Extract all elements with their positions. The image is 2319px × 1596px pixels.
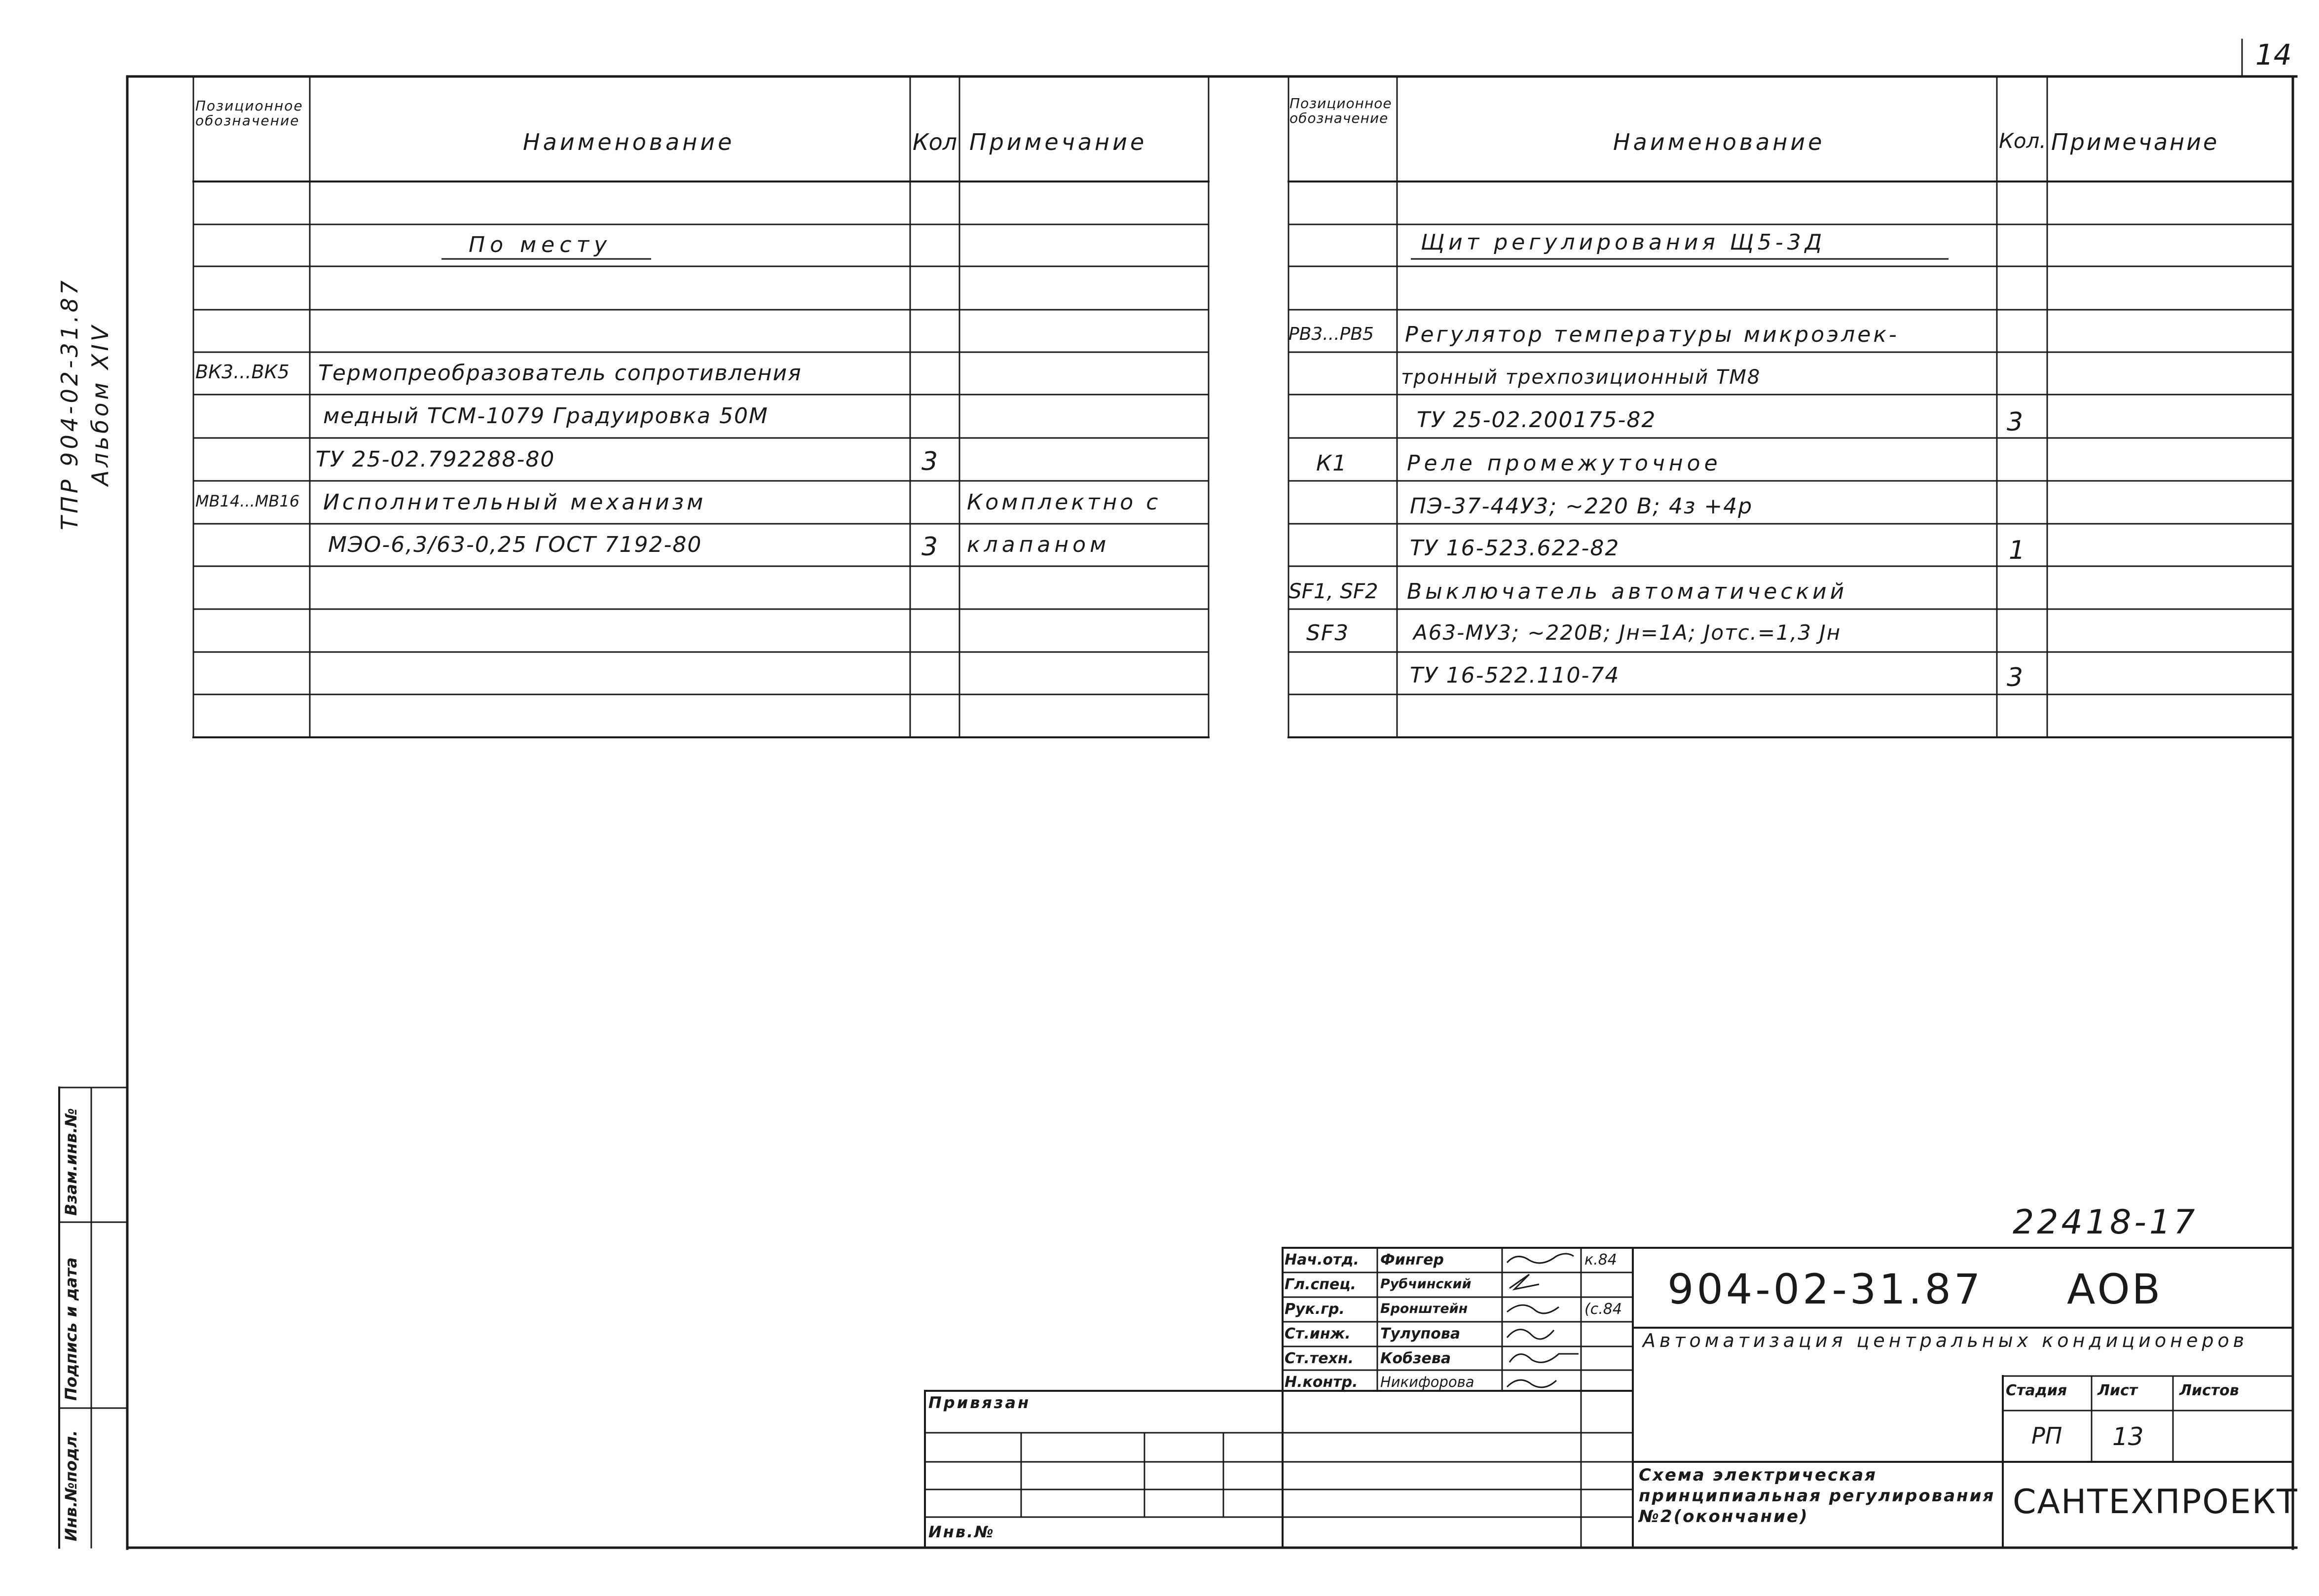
- sheet-label: Лист: [2098, 1382, 2138, 1399]
- project-title: Автоматизация центральных кондиционеров: [1643, 1330, 2248, 1351]
- signer-role-2: Гл.спец.: [1285, 1276, 1356, 1293]
- side-stamp-signature: Подпись и дата: [62, 1257, 80, 1401]
- left-row-1-pos: ВК3...ВК5: [195, 361, 290, 383]
- left-header-name: Наименование: [523, 129, 735, 155]
- right-row-3-name: ТУ 25-02.200175-82: [1417, 407, 1656, 433]
- right-header-name: Наименование: [1613, 129, 1825, 155]
- right-row-4-pos: К1: [1316, 451, 1348, 476]
- left-row-4-note: Комплектно с: [967, 490, 1161, 515]
- signer-name-5: Кобзева: [1380, 1350, 1451, 1367]
- side-label-code: ТПР 904-02-31.87: [56, 277, 83, 530]
- signer-role-4: Ст.инж.: [1285, 1325, 1351, 1342]
- right-row-3-qty: 3: [2007, 407, 2025, 437]
- signer-role-3: Рук.гр.: [1285, 1301, 1345, 1318]
- doc-mark: АОВ: [2067, 1265, 2163, 1313]
- handwritten-number: 22418-17: [2013, 1203, 2198, 1242]
- signer-name-1: Фингер: [1380, 1251, 1444, 1269]
- side-stamp-replace: Взам.инв.№: [62, 1108, 80, 1216]
- right-header-qty: Кол.: [1999, 129, 2046, 153]
- left-row-5-qty: 3: [921, 532, 939, 562]
- side-label-album: Альбом XIV: [87, 323, 113, 486]
- right-row-4-name: Реле промежуточное: [1407, 451, 1722, 476]
- right-row-8-pos: SF3: [1306, 620, 1350, 646]
- right-row-9-qty: 3: [2007, 663, 2025, 692]
- drawing-title: Схема электрическая принципиальная регулирования №2(окончание): [1639, 1465, 1995, 1526]
- side-stamp-inv: Инв.№подл.: [62, 1430, 80, 1541]
- signer-name-2: Рубчинский: [1380, 1276, 1472, 1292]
- right-row-7-pos: SF1, SF2: [1288, 579, 1378, 603]
- right-row-1-pos: РВ3...РВ5: [1288, 324, 1374, 344]
- right-row-8-name: А63-МУ3; ~220В; Jн=1А; Jотс.=1,3 Jн: [1413, 620, 1841, 645]
- doc-code: 904-02-31.87: [1667, 1265, 1984, 1313]
- right-section-title: Щит регулирования Щ5-3Д: [1421, 230, 1826, 255]
- stage-value: РП: [2031, 1422, 2062, 1449]
- sheets-label: Листов: [2179, 1382, 2239, 1399]
- signer-name-3: Бронштейн: [1380, 1301, 1468, 1316]
- left-header-position: Позиционное обозначение: [195, 98, 303, 129]
- left-row-5-name: МЭО-6,3/63-0,25 ГОСТ 7192-80: [328, 532, 702, 557]
- left-section-title: По месту: [469, 232, 612, 257]
- right-row-1-name: Регулятор температуры микроэлек-: [1405, 322, 1899, 347]
- sheet-number: 14: [2255, 38, 2292, 72]
- signer-date-1: к.84: [1584, 1251, 1617, 1269]
- signer-date-3: (с.84: [1584, 1301, 1622, 1318]
- right-row-6-qty: 1: [2009, 536, 2026, 565]
- left-row-3-qty: 3: [921, 447, 939, 476]
- signature-scribbles: [1507, 1254, 1579, 1387]
- stage-label: Стадия: [2006, 1382, 2067, 1399]
- left-row-4-pos: МВ14...МВ16: [195, 492, 300, 510]
- signer-role-5: Ст.техн.: [1285, 1350, 1354, 1367]
- sheet-value: 13: [2112, 1422, 2144, 1451]
- left-row-2-name: медный ТСМ-1079 Градуировка 50М: [323, 403, 769, 429]
- right-row-2-name: тронный трехпозиционный ТМ8: [1401, 366, 1761, 389]
- right-row-7-name: Выключатель автоматический: [1407, 579, 1848, 604]
- left-row-3-name: ТУ 25-02.792288-80: [316, 447, 555, 472]
- right-row-9-name: ТУ 16-522.110-74: [1410, 663, 1620, 688]
- inv-label: Инв.№: [928, 1523, 995, 1541]
- left-row-4-name: Исполнительный механизм: [323, 490, 706, 515]
- left-row-5-note: клапаном: [967, 532, 1110, 557]
- signer-role-1: Нач.отд.: [1285, 1251, 1359, 1269]
- organization: САНТЕХПРОЕКТ: [2013, 1483, 2298, 1522]
- right-header-note: Примечание: [2051, 129, 2219, 155]
- left-row-1-name: Термопреобразователь сопротивления: [318, 361, 802, 386]
- right-row-5-name: ПЭ-37-44У3; ~220 В; 4з +4р: [1410, 494, 1753, 519]
- left-header-qty: Кол: [913, 129, 957, 155]
- right-header-position: Позиционное обозначение: [1289, 95, 1392, 126]
- signer-role-6: Н.контр.: [1285, 1374, 1358, 1391]
- signer-name-6: Никифорова: [1380, 1374, 1474, 1390]
- bound-label: Привязан: [928, 1393, 1031, 1412]
- right-row-6-name: ТУ 16-523.622-82: [1410, 536, 1620, 561]
- signer-name-4: Тулупова: [1380, 1325, 1461, 1342]
- left-header-note: Примечание: [969, 129, 1147, 155]
